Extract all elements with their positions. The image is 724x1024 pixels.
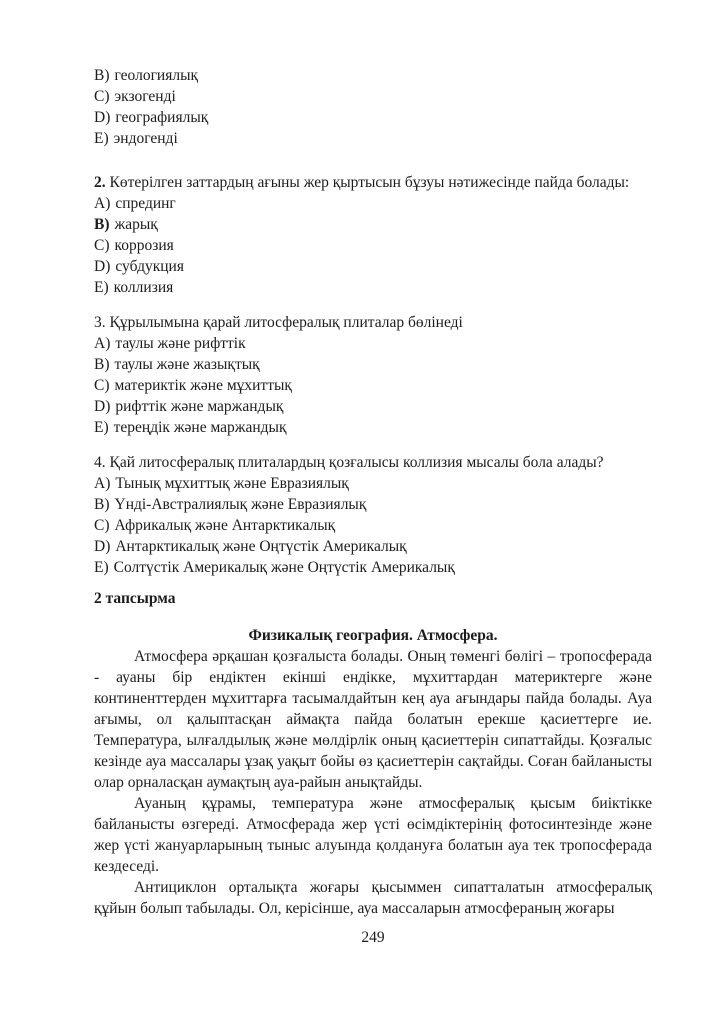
- q1-option-e-label: E): [94, 130, 109, 147]
- paragraph-atmosphere-3: Антициклон орталықта жоғары қысыммен сипатталатын атмосфералық құйын болып табылады. Ол, керісінше, ауа массаларын атмосфераның жоғары: [94, 879, 652, 917]
- q1-option-b-label: B): [94, 67, 110, 84]
- q3-option-b-text: таулы және жазықтық: [114, 356, 260, 373]
- q1-option-c: [94, 86, 652, 107]
- q3-option-c-label: C): [94, 377, 110, 394]
- q2-option-c-text: коррозия: [114, 237, 174, 254]
- q2-option-e-label: E): [94, 279, 109, 296]
- q3-option-b-label: B): [94, 356, 110, 373]
- question-3-stem-text: Құрылымына қарай литосфералық плиталар бөлінеді: [109, 314, 463, 331]
- q3-option-b: [94, 354, 652, 375]
- q3-option-a-text: таулы және рифттік: [115, 335, 246, 352]
- q4-option-c-text: Африкалық және Антарктикалық: [114, 517, 336, 534]
- q3-option-a-label: A): [94, 335, 111, 352]
- paragraph-atmosphere-1: Атмосфера әрқашан қозғалыста болады. Оның төменгі бөлігі – тропосферада - ауаны бір ендіктен екінші ендікке, мұхиттардан материктерге және континенттерден мұхиттарға тасымалдайтын кең ауа ағындары пайда болады. Ауа ағымы, ол қалыптасқан аймақта пайда болатын ерекше қасиеттерге ие. Температура, ылғалдылық және мөлдірлік оның қасиеттерін сипаттайды. Қозғалыс кезінде ауа массалары ұзақ уақыт бойы өз қасиеттерін сақтайды. Соған байланысты олар орналасқан аумақтың ауа-райын анықтайды.: [94, 648, 652, 791]
- q3-option-a: [94, 333, 652, 354]
- q3-option-d: [94, 396, 652, 417]
- question-1-options: [94, 65, 652, 149]
- q2-option-e: [94, 277, 652, 298]
- q4-option-e: [94, 557, 652, 578]
- q4-option-a-label: A): [94, 475, 111, 492]
- q1-option-c-text: экзогенді: [114, 88, 176, 105]
- q3-option-d-label: D): [94, 398, 111, 415]
- q4-option-e-label: E): [94, 559, 109, 576]
- question-3-stem: [94, 312, 652, 333]
- q1-option-d-label: D): [94, 109, 111, 126]
- q2-option-c-label: C): [94, 237, 110, 254]
- q1-option-e: [94, 128, 652, 149]
- q3-option-e-label: E): [94, 419, 109, 436]
- q2-option-b: [94, 214, 652, 235]
- q1-option-c-label: C): [94, 88, 110, 105]
- section-title: Физикалық география. Атмосфера.: [248, 627, 498, 644]
- q4-option-d: [94, 536, 652, 557]
- q4-option-b-label: B): [94, 496, 110, 513]
- q2-option-d: [94, 256, 652, 277]
- question-4-stem-text: Қай литосфералық плиталардың қозғалысы коллизия мысалы бола алады?: [109, 454, 604, 471]
- q2-option-b-label: B): [94, 216, 110, 233]
- q1-option-d: [94, 107, 652, 128]
- q1-option-e-text: эндогенді: [113, 130, 178, 147]
- q4-option-c-label: C): [94, 517, 110, 534]
- question-2-stem-text: Көтерілген заттардың ағыны жер қыртысын бұзуы нәтижесінде пайда болады:: [109, 174, 630, 191]
- question-2-stem: [94, 172, 652, 193]
- q3-option-e-text: тереңдік және маржандық: [113, 419, 287, 436]
- question-3: [94, 312, 652, 438]
- question-3-number: 3.: [94, 314, 106, 331]
- q3-option-c: [94, 375, 652, 396]
- q2-option-a-text: спрединг: [115, 195, 176, 212]
- q4-option-d-text: Антарктикалық және Оңтүстік Америкалық: [115, 538, 407, 555]
- q2-option-d-text: субдукция: [115, 258, 184, 275]
- task-2-heading: 2 тапсырма: [94, 590, 176, 607]
- q4-option-a-text: Тынық мұхиттық және Евразиялық: [115, 475, 349, 492]
- question-2-number: 2.: [94, 174, 106, 191]
- q2-option-e-text: коллизия: [113, 279, 174, 296]
- question-4-number: 4.: [94, 454, 106, 471]
- paragraph-atmosphere-2: Ауаның құрамы, температура және атмосфералық қысым биіктікке байланысты өзгереді. Атмосферада жер үсті өсімдіктерінің фотосинтезінде және жер үсті жануарларының тыныс алуында қолдануға болатын ауа тек тропосферада кездеседі.: [94, 795, 652, 875]
- question-4: [94, 452, 652, 578]
- q4-option-a: [94, 473, 652, 494]
- q2-option-a-label: A): [94, 195, 111, 212]
- q2-option-d-label: D): [94, 258, 111, 275]
- q3-option-c-text: материктік және мұхиттық: [114, 377, 292, 394]
- page-number: 249: [361, 929, 385, 946]
- q2-option-b-text: жарық: [114, 216, 158, 233]
- q3-option-e: [94, 417, 652, 438]
- q1-option-d-text: географиялық: [115, 109, 209, 126]
- q2-option-a: [94, 193, 652, 214]
- q4-option-b-text: Үнді-Австралиялық және Евразиялық: [114, 496, 367, 513]
- question-2: [94, 172, 652, 298]
- question-4-stem: [94, 452, 652, 473]
- q1-option-b: [94, 65, 652, 86]
- q1-option-b-text: геологиялық: [114, 67, 199, 84]
- q2-option-c: [94, 235, 652, 256]
- q3-option-d-text: рифттік және маржандық: [115, 398, 284, 415]
- q4-option-d-label: D): [94, 538, 111, 555]
- q4-option-c: [94, 515, 652, 536]
- q4-option-b: [94, 494, 652, 515]
- q4-option-e-text: Солтүстік Америкалық және Оңтүстік Америкалық: [113, 559, 455, 576]
